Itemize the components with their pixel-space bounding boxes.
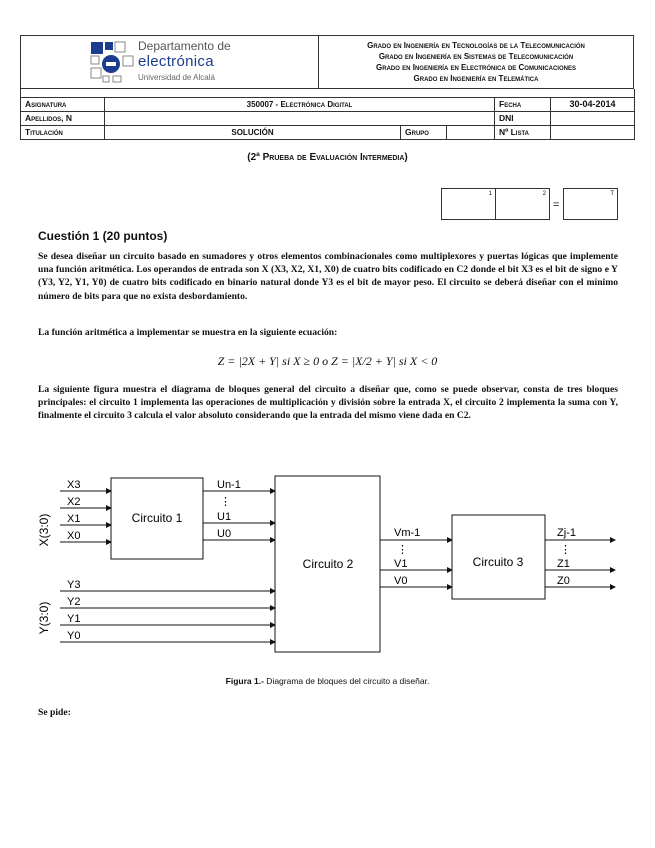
v-dots-label: ⋮ [397, 544, 408, 556]
se-pide-label: Se pide: [38, 707, 71, 718]
asignatura-label: Asignatura [21, 97, 105, 111]
y2-label: Y2 [67, 596, 81, 608]
apellidos-label: Apellidos, N [21, 111, 105, 125]
x-bus-label: X(3:0) [37, 513, 51, 547]
titulacion-label: Titulación [21, 125, 105, 139]
u0-label: U0 [217, 528, 232, 540]
asignatura-value: 350007 - Electrónica Digital [105, 97, 495, 111]
y3-label: Y3 [67, 579, 81, 591]
z1-label: Z1 [557, 558, 570, 570]
dept-line3: Universidad de Alcalá [138, 73, 215, 82]
degree-4: Grado en Ingeniería en Telemática [413, 74, 539, 83]
caption-label: Figura 1.- [225, 676, 264, 686]
v0-label: V0 [394, 575, 408, 587]
grade-box-total[interactable]: T [563, 188, 618, 220]
circuit-2-label: Circuito 2 [302, 557, 354, 571]
u-dots-label: ⋮ [220, 496, 231, 508]
exam-title: (2ª Prueba de Evaluación Intermedia) [247, 152, 408, 163]
dept-line1: Departamento de [138, 39, 231, 53]
x2-label: X2 [67, 496, 81, 508]
function-formula: Z = |2X + Y| si X ≥ 0 o Z = |X/2 + Y| si X < 0 [217, 354, 438, 368]
vm1-label: Vm-1 [394, 527, 421, 539]
un1-label: Un-1 [217, 479, 241, 491]
fecha-value: 30-04-2014 [551, 97, 635, 111]
degree-2: Grado en Ingeniería en Sistemas de Telecomunicación [378, 52, 574, 61]
x1-label: X1 [67, 513, 81, 525]
grade-box-2[interactable]: 2 [495, 188, 550, 220]
dept-line2: electrónica [138, 53, 214, 70]
circuit-1-label: Circuito 1 [131, 511, 183, 525]
fecha-label: Fecha [495, 97, 551, 111]
zj1-label: Zj-1 [557, 527, 576, 539]
question-paragraph-1: Se desea diseñar un circuito basado en sumadores y otros elementos combinacionales como multiplexores y puertas lógicas que implemente una función aritmética. Los operandos de entrada son X (X3, X2, X1, X0) de cuatro bits codificado en C2 donde el bit X3 es el bit de signo e Y (Y3, Y2, Y1, Y0) de cuatro bits codificado en binario natural donde Y3 es el bit de mayor peso. El circuito se deberá diseñar con el mínimo número de bits para que no exista desbordamiento. [38, 251, 618, 302]
dni-label: DNI [495, 111, 551, 125]
figure-caption [0, 676, 655, 686]
degree-1: Grado en Ingeniería en Tecnologías de la Telecomunicación [367, 41, 585, 50]
x0-label: X0 [67, 530, 81, 542]
question-title: Cuestión 1 (20 puntos) [38, 229, 168, 243]
degree-3: Grado en Ingeniería en Electrónica de Comunicaciones [376, 63, 576, 72]
grade-box-1[interactable]: 1 [441, 188, 496, 220]
v1-label: V1 [394, 558, 408, 570]
equals-sign: = [553, 199, 560, 211]
question-paragraph-2: La función aritmética a implementar se muestra en la siguiente ecuación: [38, 327, 338, 338]
z0-label: Z0 [557, 575, 570, 587]
grupo-label: Grupo [401, 125, 447, 139]
question-paragraph-3: La siguiente figura muestra el diagrama de bloques general del circuito a diseñar que, como se puede observar, consta de tres bloques principales: el circuito 1 implementa las operaciones de multiplicación y división sobre la entrada X, el circuito 2 implementa la suma con Y, finalmente el circuito 3 calcula el valor absoluto considerando que la entrada del mismo viene dada en C2. [38, 384, 618, 422]
y0-label: Y0 [67, 630, 81, 642]
lista-label: Nº Lista [495, 125, 551, 139]
z-dots-label: ⋮ [560, 544, 571, 556]
y-bus-label: Y(3:0) [37, 601, 51, 635]
y1-label: Y1 [67, 613, 81, 625]
circuit-3-label: Circuito 3 [472, 555, 524, 569]
x3-label: X3 [67, 479, 81, 491]
caption-text: Diagrama de bloques del circuito a diseñar. [263, 676, 430, 686]
u1-label: U1 [217, 511, 232, 523]
titulacion-value: SOLUCIÓN [105, 125, 401, 139]
